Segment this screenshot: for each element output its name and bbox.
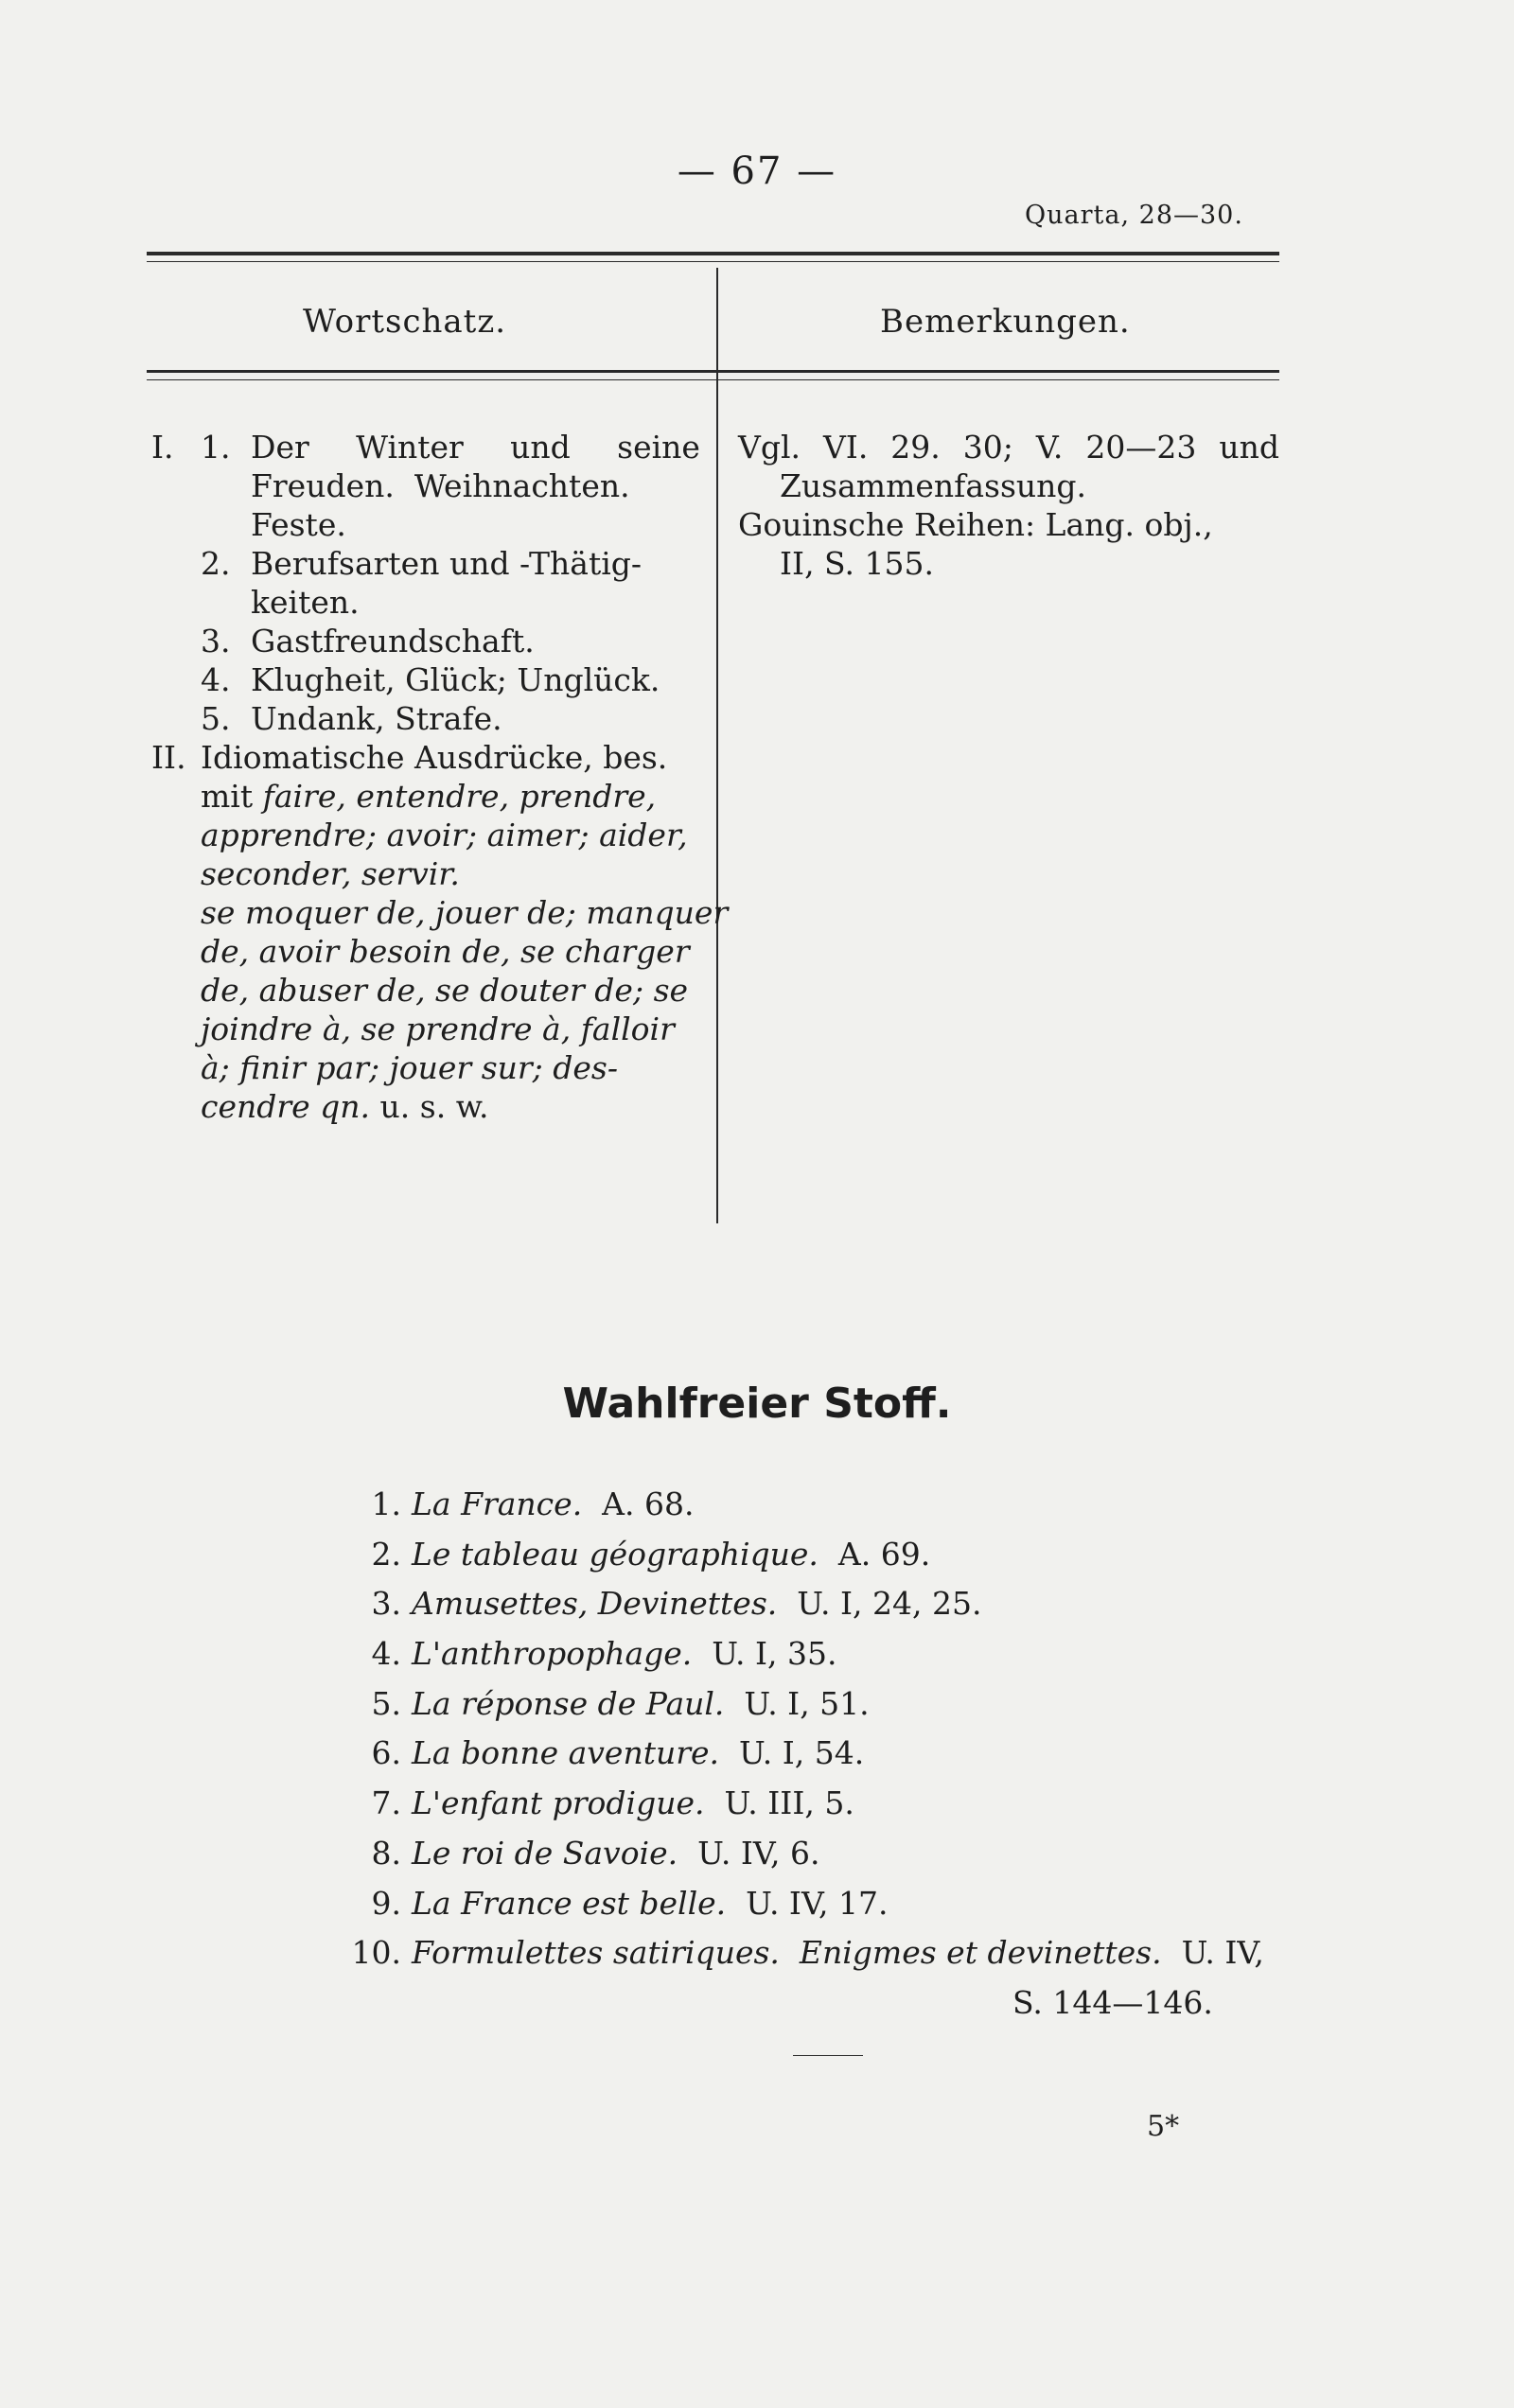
list-item: 5. Undank, Strafe. [201, 700, 502, 737]
list-item: cendre qn. u. s. w. [201, 1088, 489, 1125]
remarks-column [738, 428, 1287, 583]
list-item: se moquer de, jouer de; manquer [201, 894, 729, 931]
list-item: apprendre; avoir; aimer; aider, [201, 817, 688, 853]
column-head-right: Bemerkungen. [880, 303, 1131, 341]
list-item: 2. Berufsarten und -Thätig- [201, 545, 643, 582]
list-item: Vgl. VI. 29. 30; V. 20—23 und [738, 429, 1279, 466]
list-item: Freuden. Weihnachten. [251, 467, 630, 504]
class-reference: Quarta, 28—30. [1025, 201, 1243, 230]
list-item: à; finir par; jouer sur; des- [201, 1049, 619, 1086]
list-item: I. 1. Der Winter und seine [151, 429, 700, 466]
column-divider [716, 268, 718, 1223]
list-item: 2. Le tableau géographique. A. 69. [371, 1535, 931, 1573]
list-item: de, abuser de, se douter de; se [201, 972, 689, 1009]
list-item: 5. La réponse de Paul. U. I, 51. [371, 1684, 870, 1722]
list-item: 8. Le roi de Savoie. U. IV, 6. [371, 1834, 820, 1872]
list-item: 3. Amusettes, Devinettes. U. I, 24, 25. [371, 1585, 982, 1623]
list-item: keiten. [251, 584, 360, 621]
list-item: II, S. 155. [780, 545, 934, 582]
list-item: 3. Gastfreundschaft. [201, 623, 535, 659]
list-item: 9. La France est belle. U. IV, 17. [371, 1884, 889, 1922]
footnote-rule [793, 2055, 863, 2056]
reading-list [0, 1485, 1514, 2034]
top-rule-thin [147, 261, 1279, 262]
list-item: 10. Formulettes satiriques. Enigmes et devinettes. U. IV, [351, 1934, 1264, 1972]
page-number: — 67 — [677, 149, 837, 193]
list-item: II. Idiomatische Ausdrücke, bes. [151, 739, 668, 776]
list-item: 4. Klugheit, Glück; Unglück. [201, 661, 660, 698]
vocabulary-column [151, 428, 729, 1126]
list-item: 6. La bonne aventure. U. I, 54. [371, 1734, 865, 1772]
list-item: 1. La France. A. 68. [371, 1485, 695, 1522]
column-head-left: Wortschatz. [303, 303, 507, 341]
list-item: S. 144—146. [1012, 1983, 1213, 2021]
signature-mark: 5* [1147, 2110, 1180, 2143]
list-item: Gouinsche Reihen: Lang. obj., [738, 506, 1213, 543]
list-item: 7. L'enfant prodigue. U. III, 5. [371, 1784, 854, 1822]
list-item: de, avoir besoin de, se charger [201, 933, 690, 970]
top-rule-thick [147, 252, 1279, 255]
section-title: Wahlfreier Stoff. [562, 1380, 952, 1428]
list-item: joindre à, se prendre à, falloir [201, 1011, 675, 1047]
list-item: seconder, servir. [201, 855, 460, 892]
head-rule-thick [147, 370, 1279, 373]
list-item: mit faire, entendre, prendre, [201, 778, 657, 815]
list-item: 4. L'anthropophage. U. I, 35. [371, 1635, 837, 1673]
list-item: Zusammenfassung. [780, 467, 1087, 504]
head-rule-thin [147, 379, 1279, 380]
list-item: Feste. [251, 506, 346, 543]
